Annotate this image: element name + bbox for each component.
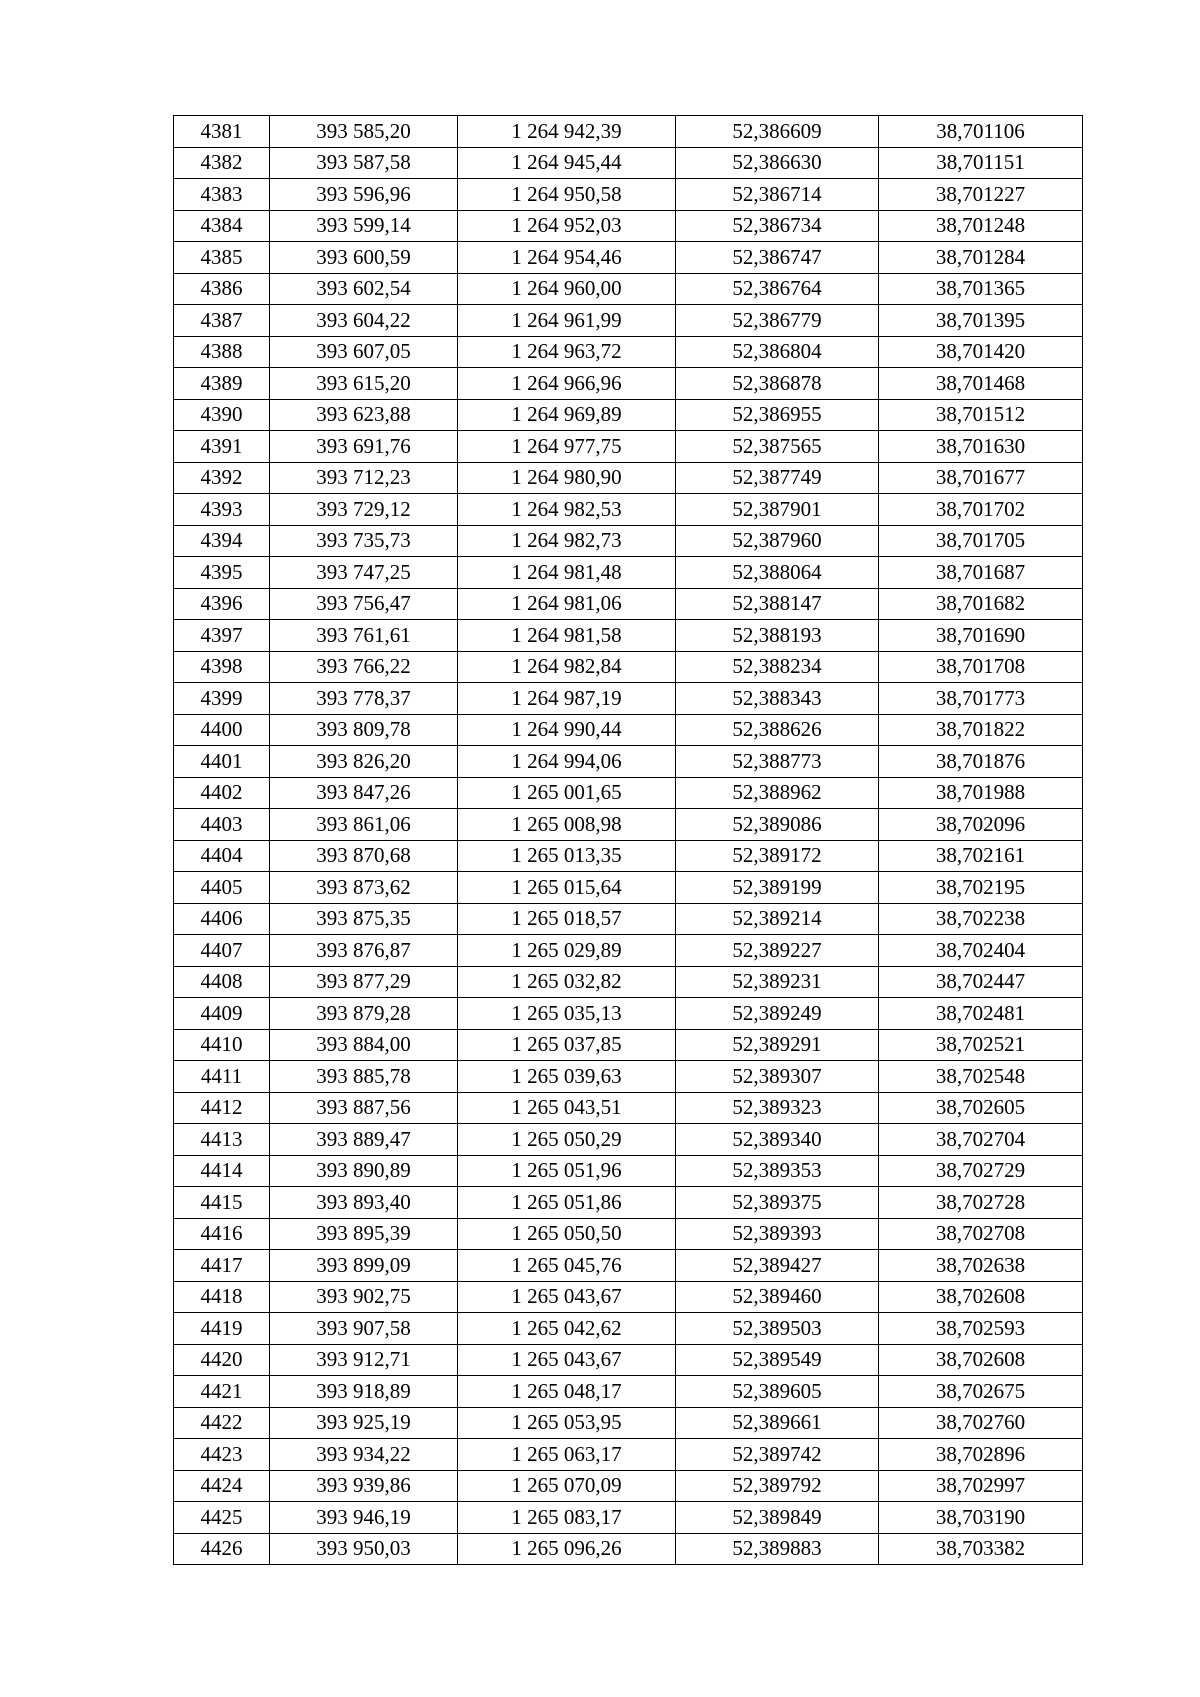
latitude-cell: 52,389249 (676, 998, 879, 1030)
latitude-cell: 52,388773 (676, 746, 879, 778)
point-number-cell: 4415 (174, 1187, 270, 1219)
latitude-cell: 52,388193 (676, 620, 879, 652)
x-coordinate-cell: 393 873,62 (270, 872, 458, 904)
table-row (174, 746, 1083, 778)
y-coordinate-cell: 1 265 015,64 (458, 872, 676, 904)
y-coordinate-cell: 1 265 008,98 (458, 809, 676, 841)
longitude-cell: 38,701151 (879, 147, 1083, 179)
table-row (174, 525, 1083, 557)
latitude-cell: 52,389291 (676, 1029, 879, 1061)
latitude-cell: 52,386804 (676, 336, 879, 368)
y-coordinate-cell: 1 265 096,26 (458, 1533, 676, 1565)
table-row (174, 809, 1083, 841)
y-coordinate-cell: 1 264 982,84 (458, 651, 676, 683)
y-coordinate-cell: 1 264 987,19 (458, 683, 676, 715)
x-coordinate-cell: 393 847,26 (270, 777, 458, 809)
y-coordinate-cell: 1 264 982,73 (458, 525, 676, 557)
document-page (173, 115, 1083, 1565)
longitude-cell: 38,701690 (879, 620, 1083, 652)
point-number-cell: 4409 (174, 998, 270, 1030)
point-number-cell: 4412 (174, 1092, 270, 1124)
longitude-cell: 38,701677 (879, 462, 1083, 494)
x-coordinate-cell: 393 887,56 (270, 1092, 458, 1124)
latitude-cell: 52,386714 (676, 179, 879, 211)
y-coordinate-cell: 1 265 050,50 (458, 1218, 676, 1250)
table-row (174, 557, 1083, 589)
longitude-cell: 38,701227 (879, 179, 1083, 211)
latitude-cell: 52,387901 (676, 494, 879, 526)
table-row (174, 1313, 1083, 1345)
table-row (174, 1407, 1083, 1439)
latitude-cell: 52,389792 (676, 1470, 879, 1502)
y-coordinate-cell: 1 265 018,57 (458, 903, 676, 935)
longitude-cell: 38,702608 (879, 1344, 1083, 1376)
longitude-cell: 38,702161 (879, 840, 1083, 872)
longitude-cell: 38,702704 (879, 1124, 1083, 1156)
longitude-cell: 38,702404 (879, 935, 1083, 967)
table-row (174, 1281, 1083, 1313)
x-coordinate-cell: 393 890,89 (270, 1155, 458, 1187)
longitude-cell: 38,702481 (879, 998, 1083, 1030)
x-coordinate-cell: 393 761,61 (270, 620, 458, 652)
point-number-cell: 4386 (174, 273, 270, 305)
point-number-cell: 4383 (174, 179, 270, 211)
table-row (174, 210, 1083, 242)
latitude-cell: 52,388064 (676, 557, 879, 589)
y-coordinate-cell: 1 265 051,96 (458, 1155, 676, 1187)
point-number-cell: 4426 (174, 1533, 270, 1565)
longitude-cell: 38,702605 (879, 1092, 1083, 1124)
longitude-cell: 38,702521 (879, 1029, 1083, 1061)
y-coordinate-cell: 1 264 982,53 (458, 494, 676, 526)
table-row (174, 1092, 1083, 1124)
point-number-cell: 4391 (174, 431, 270, 463)
longitude-cell: 38,702760 (879, 1407, 1083, 1439)
table-row (174, 1187, 1083, 1219)
point-number-cell: 4421 (174, 1376, 270, 1408)
longitude-cell: 38,702548 (879, 1061, 1083, 1093)
y-coordinate-cell: 1 265 001,65 (458, 777, 676, 809)
point-number-cell: 4397 (174, 620, 270, 652)
longitude-cell: 38,701773 (879, 683, 1083, 715)
coordinates-table (173, 115, 1083, 1565)
y-coordinate-cell: 1 265 035,13 (458, 998, 676, 1030)
x-coordinate-cell: 393 587,58 (270, 147, 458, 179)
point-number-cell: 4419 (174, 1313, 270, 1345)
longitude-cell: 38,703190 (879, 1502, 1083, 1534)
longitude-cell: 38,701705 (879, 525, 1083, 557)
latitude-cell: 52,387960 (676, 525, 879, 557)
longitude-cell: 38,701682 (879, 588, 1083, 620)
y-coordinate-cell: 1 265 051,86 (458, 1187, 676, 1219)
longitude-cell: 38,702195 (879, 872, 1083, 904)
latitude-cell: 52,389307 (676, 1061, 879, 1093)
latitude-cell: 52,389661 (676, 1407, 879, 1439)
longitude-cell: 38,701395 (879, 305, 1083, 337)
latitude-cell: 52,388234 (676, 651, 879, 683)
y-coordinate-cell: 1 264 950,58 (458, 179, 676, 211)
y-coordinate-cell: 1 264 977,75 (458, 431, 676, 463)
table-row (174, 620, 1083, 652)
y-coordinate-cell: 1 265 029,89 (458, 935, 676, 967)
y-coordinate-cell: 1 265 042,62 (458, 1313, 676, 1345)
table-row (174, 1376, 1083, 1408)
longitude-cell: 38,701365 (879, 273, 1083, 305)
longitude-cell: 38,701702 (879, 494, 1083, 526)
x-coordinate-cell: 393 907,58 (270, 1313, 458, 1345)
y-coordinate-cell: 1 265 063,17 (458, 1439, 676, 1471)
point-number-cell: 4398 (174, 651, 270, 683)
table-row (174, 840, 1083, 872)
x-coordinate-cell: 393 879,28 (270, 998, 458, 1030)
point-number-cell: 4399 (174, 683, 270, 715)
latitude-cell: 52,386878 (676, 368, 879, 400)
latitude-cell: 52,386764 (676, 273, 879, 305)
table-row (174, 1439, 1083, 1471)
latitude-cell: 52,389199 (676, 872, 879, 904)
x-coordinate-cell: 393 607,05 (270, 336, 458, 368)
latitude-cell: 52,389172 (676, 840, 879, 872)
y-coordinate-cell: 1 265 048,17 (458, 1376, 676, 1408)
x-coordinate-cell: 393 946,19 (270, 1502, 458, 1534)
y-coordinate-cell: 1 264 961,99 (458, 305, 676, 337)
latitude-cell: 52,389227 (676, 935, 879, 967)
x-coordinate-cell: 393 809,78 (270, 714, 458, 746)
point-number-cell: 4400 (174, 714, 270, 746)
y-coordinate-cell: 1 264 942,39 (458, 116, 676, 148)
longitude-cell: 38,702096 (879, 809, 1083, 841)
x-coordinate-cell: 393 895,39 (270, 1218, 458, 1250)
latitude-cell: 52,386609 (676, 116, 879, 148)
table-row (174, 305, 1083, 337)
table-row (174, 1470, 1083, 1502)
point-number-cell: 4413 (174, 1124, 270, 1156)
y-coordinate-cell: 1 264 960,00 (458, 273, 676, 305)
x-coordinate-cell: 393 902,75 (270, 1281, 458, 1313)
y-coordinate-cell: 1 264 952,03 (458, 210, 676, 242)
x-coordinate-cell: 393 870,68 (270, 840, 458, 872)
longitude-cell: 38,702896 (879, 1439, 1083, 1471)
y-coordinate-cell: 1 265 043,67 (458, 1344, 676, 1376)
longitude-cell: 38,702608 (879, 1281, 1083, 1313)
table-row (174, 714, 1083, 746)
y-coordinate-cell: 1 264 981,06 (458, 588, 676, 620)
y-coordinate-cell: 1 264 945,44 (458, 147, 676, 179)
y-coordinate-cell: 1 264 969,89 (458, 399, 676, 431)
latitude-cell: 52,389231 (676, 966, 879, 998)
x-coordinate-cell: 393 875,35 (270, 903, 458, 935)
point-number-cell: 4416 (174, 1218, 270, 1250)
point-number-cell: 4393 (174, 494, 270, 526)
table-row (174, 273, 1083, 305)
x-coordinate-cell: 393 585,20 (270, 116, 458, 148)
point-number-cell: 4388 (174, 336, 270, 368)
latitude-cell: 52,386747 (676, 242, 879, 274)
point-number-cell: 4425 (174, 1502, 270, 1534)
x-coordinate-cell: 393 893,40 (270, 1187, 458, 1219)
longitude-cell: 38,702708 (879, 1218, 1083, 1250)
longitude-cell: 38,702593 (879, 1313, 1083, 1345)
x-coordinate-cell: 393 884,00 (270, 1029, 458, 1061)
point-number-cell: 4389 (174, 368, 270, 400)
y-coordinate-cell: 1 264 981,48 (458, 557, 676, 589)
longitude-cell: 38,702638 (879, 1250, 1083, 1282)
table-row (174, 998, 1083, 1030)
point-number-cell: 4420 (174, 1344, 270, 1376)
point-number-cell: 4422 (174, 1407, 270, 1439)
x-coordinate-cell: 393 889,47 (270, 1124, 458, 1156)
x-coordinate-cell: 393 861,06 (270, 809, 458, 841)
point-number-cell: 4424 (174, 1470, 270, 1502)
point-number-cell: 4402 (174, 777, 270, 809)
latitude-cell: 52,389460 (676, 1281, 879, 1313)
y-coordinate-cell: 1 265 032,82 (458, 966, 676, 998)
longitude-cell: 38,701248 (879, 210, 1083, 242)
table-row (174, 1218, 1083, 1250)
point-number-cell: 4405 (174, 872, 270, 904)
longitude-cell: 38,702675 (879, 1376, 1083, 1408)
table-row (174, 872, 1083, 904)
longitude-cell: 38,701106 (879, 116, 1083, 148)
table-row (174, 1124, 1083, 1156)
x-coordinate-cell: 393 885,78 (270, 1061, 458, 1093)
y-coordinate-cell: 1 265 045,76 (458, 1250, 676, 1282)
y-coordinate-cell: 1 265 039,63 (458, 1061, 676, 1093)
latitude-cell: 52,389742 (676, 1439, 879, 1471)
point-number-cell: 4401 (174, 746, 270, 778)
x-coordinate-cell: 393 599,14 (270, 210, 458, 242)
longitude-cell: 38,701988 (879, 777, 1083, 809)
y-coordinate-cell: 1 264 966,96 (458, 368, 676, 400)
table-row (174, 368, 1083, 400)
y-coordinate-cell: 1 264 981,58 (458, 620, 676, 652)
table-row (174, 116, 1083, 148)
x-coordinate-cell: 393 600,59 (270, 242, 458, 274)
point-number-cell: 4423 (174, 1439, 270, 1471)
latitude-cell: 52,389375 (676, 1187, 879, 1219)
point-number-cell: 4418 (174, 1281, 270, 1313)
longitude-cell: 38,702728 (879, 1187, 1083, 1219)
x-coordinate-cell: 393 934,22 (270, 1439, 458, 1471)
x-coordinate-cell: 393 778,37 (270, 683, 458, 715)
table-row (174, 462, 1083, 494)
point-number-cell: 4403 (174, 809, 270, 841)
x-coordinate-cell: 393 735,73 (270, 525, 458, 557)
x-coordinate-cell: 393 747,25 (270, 557, 458, 589)
longitude-cell: 38,701630 (879, 431, 1083, 463)
longitude-cell: 38,701468 (879, 368, 1083, 400)
longitude-cell: 38,702729 (879, 1155, 1083, 1187)
longitude-cell: 38,702238 (879, 903, 1083, 935)
y-coordinate-cell: 1 265 043,67 (458, 1281, 676, 1313)
table-row (174, 1533, 1083, 1565)
x-coordinate-cell: 393 615,20 (270, 368, 458, 400)
latitude-cell: 52,388343 (676, 683, 879, 715)
y-coordinate-cell: 1 265 053,95 (458, 1407, 676, 1439)
table-row (174, 494, 1083, 526)
latitude-cell: 52,389086 (676, 809, 879, 841)
table-row (174, 1061, 1083, 1093)
y-coordinate-cell: 1 264 980,90 (458, 462, 676, 494)
y-coordinate-cell: 1 265 083,17 (458, 1502, 676, 1534)
x-coordinate-cell: 393 925,19 (270, 1407, 458, 1439)
point-number-cell: 4410 (174, 1029, 270, 1061)
x-coordinate-cell: 393 876,87 (270, 935, 458, 967)
point-number-cell: 4411 (174, 1061, 270, 1093)
latitude-cell: 52,386734 (676, 210, 879, 242)
x-coordinate-cell: 393 899,09 (270, 1250, 458, 1282)
table-row (174, 242, 1083, 274)
point-number-cell: 4381 (174, 116, 270, 148)
point-number-cell: 4384 (174, 210, 270, 242)
longitude-cell: 38,701708 (879, 651, 1083, 683)
longitude-cell: 38,701687 (879, 557, 1083, 589)
latitude-cell: 52,389549 (676, 1344, 879, 1376)
point-number-cell: 4387 (174, 305, 270, 337)
latitude-cell: 52,389353 (676, 1155, 879, 1187)
longitude-cell: 38,701512 (879, 399, 1083, 431)
longitude-cell: 38,701822 (879, 714, 1083, 746)
table-row (174, 1029, 1083, 1061)
table-row (174, 431, 1083, 463)
point-number-cell: 4395 (174, 557, 270, 589)
latitude-cell: 52,386779 (676, 305, 879, 337)
x-coordinate-cell: 393 691,76 (270, 431, 458, 463)
latitude-cell: 52,389340 (676, 1124, 879, 1156)
x-coordinate-cell: 393 623,88 (270, 399, 458, 431)
x-coordinate-cell: 393 602,54 (270, 273, 458, 305)
x-coordinate-cell: 393 950,03 (270, 1533, 458, 1565)
y-coordinate-cell: 1 265 043,51 (458, 1092, 676, 1124)
point-number-cell: 4406 (174, 903, 270, 935)
table-row (174, 336, 1083, 368)
y-coordinate-cell: 1 264 954,46 (458, 242, 676, 274)
table-row (174, 935, 1083, 967)
x-coordinate-cell: 393 939,86 (270, 1470, 458, 1502)
point-number-cell: 4417 (174, 1250, 270, 1282)
point-number-cell: 4392 (174, 462, 270, 494)
longitude-cell: 38,703382 (879, 1533, 1083, 1565)
table-row (174, 683, 1083, 715)
x-coordinate-cell: 393 826,20 (270, 746, 458, 778)
x-coordinate-cell: 393 877,29 (270, 966, 458, 998)
table-row (174, 399, 1083, 431)
y-coordinate-cell: 1 264 963,72 (458, 336, 676, 368)
point-number-cell: 4408 (174, 966, 270, 998)
point-number-cell: 4404 (174, 840, 270, 872)
latitude-cell: 52,389214 (676, 903, 879, 935)
y-coordinate-cell: 1 265 037,85 (458, 1029, 676, 1061)
x-coordinate-cell: 393 729,12 (270, 494, 458, 526)
table-row (174, 588, 1083, 620)
table-row (174, 147, 1083, 179)
x-coordinate-cell: 393 712,23 (270, 462, 458, 494)
longitude-cell: 38,702447 (879, 966, 1083, 998)
latitude-cell: 52,386630 (676, 147, 879, 179)
coordinates-table-body (174, 116, 1083, 1565)
latitude-cell: 52,388626 (676, 714, 879, 746)
longitude-cell: 38,701420 (879, 336, 1083, 368)
latitude-cell: 52,387749 (676, 462, 879, 494)
longitude-cell: 38,702997 (879, 1470, 1083, 1502)
latitude-cell: 52,386955 (676, 399, 879, 431)
latitude-cell: 52,389883 (676, 1533, 879, 1565)
latitude-cell: 52,389849 (676, 1502, 879, 1534)
x-coordinate-cell: 393 912,71 (270, 1344, 458, 1376)
point-number-cell: 4385 (174, 242, 270, 274)
table-row (174, 1502, 1083, 1534)
x-coordinate-cell: 393 918,89 (270, 1376, 458, 1408)
point-number-cell: 4390 (174, 399, 270, 431)
y-coordinate-cell: 1 265 013,35 (458, 840, 676, 872)
table-row (174, 1155, 1083, 1187)
latitude-cell: 52,389323 (676, 1092, 879, 1124)
y-coordinate-cell: 1 264 990,44 (458, 714, 676, 746)
y-coordinate-cell: 1 265 050,29 (458, 1124, 676, 1156)
latitude-cell: 52,388147 (676, 588, 879, 620)
table-row (174, 777, 1083, 809)
point-number-cell: 4382 (174, 147, 270, 179)
table-row (174, 179, 1083, 211)
latitude-cell: 52,388962 (676, 777, 879, 809)
x-coordinate-cell: 393 596,96 (270, 179, 458, 211)
longitude-cell: 38,701876 (879, 746, 1083, 778)
table-row (174, 966, 1083, 998)
table-row (174, 1250, 1083, 1282)
table-row (174, 1344, 1083, 1376)
longitude-cell: 38,701284 (879, 242, 1083, 274)
point-number-cell: 4394 (174, 525, 270, 557)
table-row (174, 651, 1083, 683)
latitude-cell: 52,389503 (676, 1313, 879, 1345)
latitude-cell: 52,389605 (676, 1376, 879, 1408)
latitude-cell: 52,387565 (676, 431, 879, 463)
point-number-cell: 4414 (174, 1155, 270, 1187)
y-coordinate-cell: 1 265 070,09 (458, 1470, 676, 1502)
table-row (174, 903, 1083, 935)
x-coordinate-cell: 393 756,47 (270, 588, 458, 620)
point-number-cell: 4396 (174, 588, 270, 620)
latitude-cell: 52,389393 (676, 1218, 879, 1250)
x-coordinate-cell: 393 766,22 (270, 651, 458, 683)
latitude-cell: 52,389427 (676, 1250, 879, 1282)
y-coordinate-cell: 1 264 994,06 (458, 746, 676, 778)
x-coordinate-cell: 393 604,22 (270, 305, 458, 337)
point-number-cell: 4407 (174, 935, 270, 967)
